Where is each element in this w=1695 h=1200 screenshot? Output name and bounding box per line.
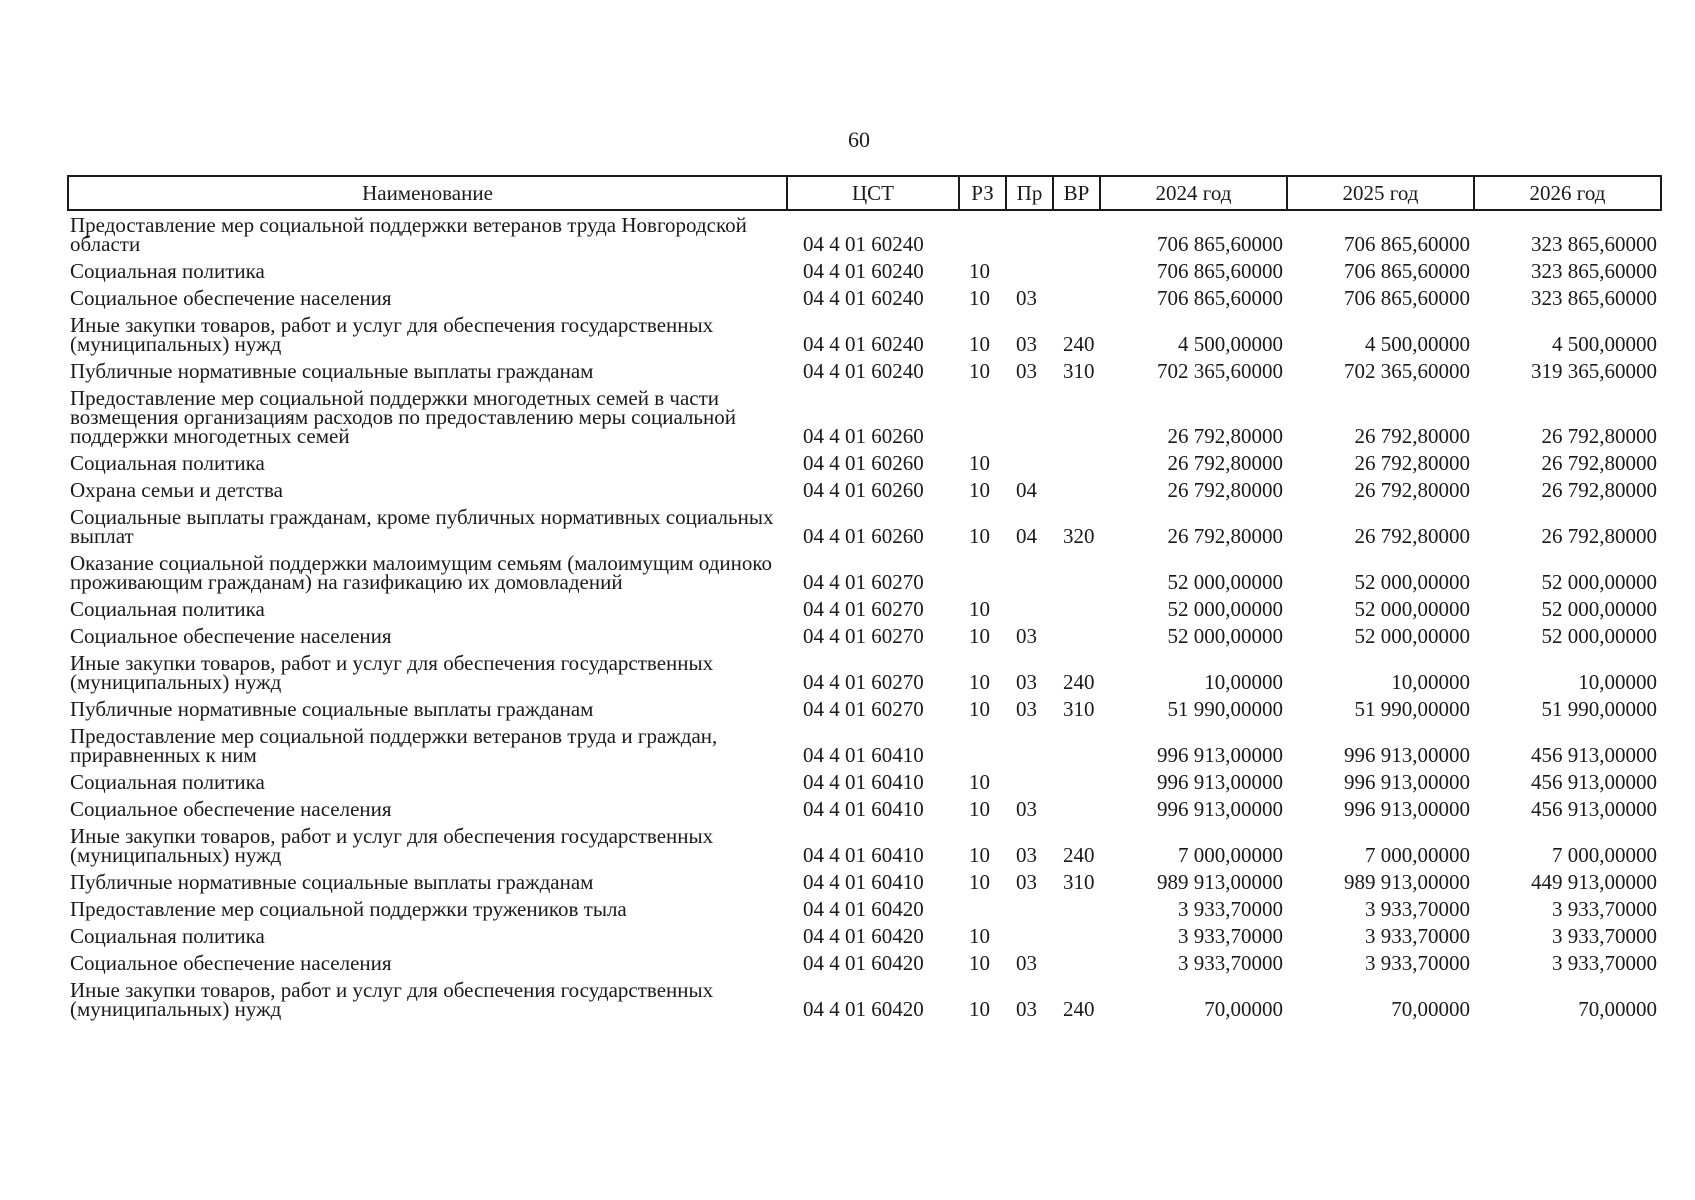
table-row: [68, 649, 1661, 695]
cell-vr: [1053, 622, 1100, 649]
table-row: [68, 922, 1661, 949]
cell-2026: 4 500,00000: [1552, 332, 1657, 356]
cell-pr: [1006, 210, 1053, 257]
cell-2025: 3 933,70000: [1365, 897, 1470, 921]
cell-cst: 04 4 01 60270: [803, 570, 924, 594]
cell-2026: 51 990,00000: [1541, 697, 1657, 721]
cell-2026: 26 792,80000: [1541, 424, 1657, 448]
table-body: [68, 210, 1661, 1022]
cell-cst: 04 4 01 60410: [803, 797, 924, 821]
cell-2025: 70,00000: [1391, 997, 1470, 1021]
cell-2024: 996 913,00000: [1157, 743, 1283, 767]
cell-name: Предоставление мер социальной поддержки ветеранов труда и граждан, приравненных к ним: [70, 724, 718, 767]
cell-pr: 03: [1016, 951, 1037, 975]
cell-cst: 04 4 01 60420: [803, 951, 924, 975]
cell-rz: 10: [969, 332, 990, 356]
table-row: [68, 868, 1661, 895]
header-2024: 2024 год: [1100, 176, 1287, 210]
cell-rz: 10: [969, 624, 990, 648]
cell-rz: 10: [969, 286, 990, 310]
cell-2024: 51 990,00000: [1167, 697, 1283, 721]
cell-2025: 26 792,80000: [1354, 478, 1470, 502]
cell-2025: 996 913,00000: [1344, 743, 1470, 767]
header-name: Наименование: [68, 176, 787, 210]
header-rz: РЗ: [959, 176, 1006, 210]
page-number: 60: [848, 127, 870, 152]
cell-rz: 10: [969, 997, 990, 1021]
cell-pr: 03: [1016, 997, 1037, 1021]
cell-vr: [1053, 795, 1100, 822]
cell-name: Предоставление мер социальной поддержки ветеранов труда Новгородской области: [70, 213, 747, 256]
cell-rz: 10: [969, 259, 990, 283]
table-header: [68, 176, 1661, 210]
cell-cst: 04 4 01 60270: [803, 697, 924, 721]
cell-rz: 10: [969, 697, 990, 721]
cell-2026: 10,00000: [1578, 670, 1657, 694]
cell-cst: 04 4 01 60260: [803, 424, 924, 448]
cell-rz: [959, 895, 1006, 922]
cell-2024: 52 000,00000: [1167, 624, 1283, 648]
table-row: [68, 895, 1661, 922]
cell-rz: [959, 549, 1006, 595]
cell-2024: 26 792,80000: [1167, 524, 1283, 548]
cell-pr: 03: [1016, 797, 1037, 821]
cell-pr: 03: [1016, 697, 1037, 721]
cell-vr: 240: [1063, 332, 1095, 356]
cell-rz: [959, 384, 1006, 449]
cell-2024: 70,00000: [1204, 997, 1283, 1021]
cell-2026: 323 865,60000: [1531, 259, 1657, 283]
cell-2026: 3 933,70000: [1552, 924, 1657, 948]
cell-name: Иные закупки товаров, работ и услуг для обеспечения государственных (муниципальных) нужд: [70, 824, 714, 867]
cell-vr: [1053, 949, 1100, 976]
cell-name: Оказание социальной поддержки малоимущим семьям (малоимущим одиноко проживающим гражданам) на газификацию их домовладений: [70, 551, 773, 594]
cell-pr: [1006, 895, 1053, 922]
table-row: [68, 695, 1661, 722]
cell-pr: 03: [1016, 843, 1037, 867]
cell-2026: 52 000,00000: [1541, 570, 1657, 594]
cell-2026: 456 913,00000: [1531, 743, 1657, 767]
header-2025: 2025 год: [1287, 176, 1474, 210]
table-row: [68, 795, 1661, 822]
cell-vr: [1053, 449, 1100, 476]
cell-2025: 702 365,60000: [1344, 359, 1470, 383]
table-row: [68, 595, 1661, 622]
table-row: [68, 357, 1661, 384]
cell-cst: 04 4 01 60260: [803, 451, 924, 475]
cell-cst: 04 4 01 60270: [803, 670, 924, 694]
cell-2026: 456 913,00000: [1531, 770, 1657, 794]
cell-2025: 26 792,80000: [1354, 424, 1470, 448]
cell-vr: [1053, 895, 1100, 922]
cell-vr: [1053, 722, 1100, 768]
cell-cst: 04 4 01 60420: [803, 897, 924, 921]
cell-vr: [1053, 922, 1100, 949]
cell-2025: 51 990,00000: [1354, 697, 1470, 721]
cell-name: Охрана семьи и детства: [70, 478, 283, 502]
cell-rz: 10: [969, 478, 990, 502]
cell-name: Социальная политика: [70, 597, 265, 621]
cell-2026: 3 933,70000: [1552, 897, 1657, 921]
cell-2024: 52 000,00000: [1167, 570, 1283, 594]
cell-2024: 4 500,00000: [1178, 332, 1283, 356]
cell-2026: 52 000,00000: [1541, 597, 1657, 621]
header-row: [68, 176, 1661, 210]
cell-2024: 26 792,80000: [1167, 424, 1283, 448]
cell-cst: 04 4 01 60420: [803, 997, 924, 1021]
cell-2025: 706 865,60000: [1344, 286, 1470, 310]
cell-vr: 310: [1063, 697, 1095, 721]
cell-rz: 10: [969, 770, 990, 794]
cell-name: Предоставление мер социальной поддержки многодетных семей в части возмещения организациям расходов по предоставлению меры социальной поддержки многодетных семей: [70, 386, 736, 448]
cell-cst: 04 4 01 60410: [803, 770, 924, 794]
cell-vr: 320: [1063, 524, 1095, 548]
cell-rz: [959, 210, 1006, 257]
cell-2025: 989 913,00000: [1344, 870, 1470, 894]
cell-2024: 706 865,60000: [1157, 259, 1283, 283]
cell-cst: 04 4 01 60240: [803, 332, 924, 356]
cell-2026: 26 792,80000: [1541, 451, 1657, 475]
cell-pr: 03: [1016, 870, 1037, 894]
cell-rz: 10: [969, 870, 990, 894]
budget-table: [67, 175, 1662, 1022]
table-row: [68, 976, 1661, 1022]
table-row: [68, 622, 1661, 649]
cell-pr: 03: [1016, 624, 1037, 648]
cell-rz: 10: [969, 670, 990, 694]
cell-vr: [1053, 549, 1100, 595]
cell-rz: 10: [969, 524, 990, 548]
cell-2024: 3 933,70000: [1178, 924, 1283, 948]
cell-2024: 996 913,00000: [1157, 797, 1283, 821]
cell-2026: 70,00000: [1578, 997, 1657, 1021]
cell-cst: 04 4 01 60410: [803, 743, 924, 767]
cell-vr: 240: [1063, 843, 1095, 867]
cell-rz: 10: [969, 924, 990, 948]
cell-2026: 52 000,00000: [1541, 624, 1657, 648]
cell-2024: 989 913,00000: [1157, 870, 1283, 894]
table-row: [68, 210, 1661, 257]
cell-pr: 03: [1016, 670, 1037, 694]
cell-vr: [1053, 284, 1100, 311]
cell-2025: 4 500,00000: [1365, 332, 1470, 356]
cell-2024: 52 000,00000: [1167, 597, 1283, 621]
cell-rz: 10: [969, 797, 990, 821]
cell-2024: 706 865,60000: [1157, 232, 1283, 256]
cell-name: Публичные нормативные социальные выплаты гражданам: [70, 870, 594, 894]
cell-name: Социальные выплаты гражданам, кроме публичных нормативных социальных выплат: [70, 505, 774, 548]
cell-2025: 706 865,60000: [1344, 259, 1470, 283]
cell-name: Социальная политика: [70, 770, 265, 794]
cell-cst: 04 4 01 60260: [803, 478, 924, 502]
cell-2026: 323 865,60000: [1531, 286, 1657, 310]
header-2026: 2026 год: [1474, 176, 1661, 210]
cell-cst: 04 4 01 60270: [803, 624, 924, 648]
cell-vr: 310: [1063, 870, 1095, 894]
cell-2025: 3 933,70000: [1365, 951, 1470, 975]
cell-name: Социальная политика: [70, 451, 265, 475]
table-row: [68, 311, 1661, 357]
header-cst: ЦСТ: [787, 176, 959, 210]
cell-cst: 04 4 01 60270: [803, 597, 924, 621]
cell-2026: 323 865,60000: [1531, 232, 1657, 256]
cell-vr: 310: [1063, 359, 1095, 383]
cell-pr: [1006, 384, 1053, 449]
cell-2025: 26 792,80000: [1354, 451, 1470, 475]
cell-vr: [1053, 257, 1100, 284]
cell-pr: 03: [1016, 286, 1037, 310]
cell-name: Социальная политика: [70, 259, 265, 283]
cell-cst: 04 4 01 60260: [803, 524, 924, 548]
cell-2026: 26 792,80000: [1541, 524, 1657, 548]
cell-2024: 996 913,00000: [1157, 770, 1283, 794]
cell-cst: 04 4 01 60240: [803, 286, 924, 310]
table-row: [68, 822, 1661, 868]
table-row: [68, 449, 1661, 476]
cell-2024: 706 865,60000: [1157, 286, 1283, 310]
cell-name: Социальная политика: [70, 924, 265, 948]
cell-name: Публичные нормативные социальные выплаты гражданам: [70, 697, 594, 721]
table-row: [68, 503, 1661, 549]
cell-2025: 52 000,00000: [1354, 597, 1470, 621]
cell-cst: 04 4 01 60410: [803, 870, 924, 894]
cell-name: Социальное обеспечение населения: [70, 951, 392, 975]
cell-name: Иные закупки товаров, работ и услуг для обеспечения государственных (муниципальных) нужд: [70, 313, 714, 356]
cell-name: Публичные нормативные социальные выплаты гражданам: [70, 359, 594, 383]
cell-rz: 10: [969, 951, 990, 975]
table-row: [68, 384, 1661, 449]
table-row: [68, 284, 1661, 311]
cell-rz: 10: [969, 597, 990, 621]
cell-2024: 26 792,80000: [1167, 478, 1283, 502]
cell-2025: 3 933,70000: [1365, 924, 1470, 948]
cell-2024: 26 792,80000: [1167, 451, 1283, 475]
cell-2025: 996 913,00000: [1344, 770, 1470, 794]
cell-cst: 04 4 01 60240: [803, 232, 924, 256]
cell-2025: 52 000,00000: [1354, 624, 1470, 648]
cell-pr: 03: [1016, 359, 1037, 383]
cell-cst: 04 4 01 60410: [803, 843, 924, 867]
cell-rz: [959, 722, 1006, 768]
cell-pr: [1006, 722, 1053, 768]
cell-2024: 3 933,70000: [1178, 951, 1283, 975]
cell-cst: 04 4 01 60240: [803, 259, 924, 283]
header-pr: Пр: [1006, 176, 1053, 210]
cell-2025: 996 913,00000: [1344, 797, 1470, 821]
cell-2024: 702 365,60000: [1157, 359, 1283, 383]
table-row: [68, 722, 1661, 768]
cell-vr: [1053, 210, 1100, 257]
cell-pr: 04: [1016, 524, 1037, 548]
cell-vr: [1053, 384, 1100, 449]
cell-vr: [1053, 476, 1100, 503]
cell-vr: 240: [1063, 670, 1095, 694]
table-row: [68, 549, 1661, 595]
cell-2024: 3 933,70000: [1178, 897, 1283, 921]
cell-cst: 04 4 01 60240: [803, 359, 924, 383]
cell-pr: [1006, 257, 1053, 284]
cell-vr: [1053, 595, 1100, 622]
cell-2026: 319 365,60000: [1531, 359, 1657, 383]
cell-rz: 10: [969, 843, 990, 867]
cell-name: Социальное обеспечение населения: [70, 624, 392, 648]
cell-name: Социальное обеспечение населения: [70, 797, 392, 821]
cell-2025: 52 000,00000: [1354, 570, 1470, 594]
cell-name: Предоставление мер социальной поддержки тружеников тыла: [70, 897, 627, 921]
cell-2026: 7 000,00000: [1552, 843, 1657, 867]
table-row: [68, 257, 1661, 284]
cell-vr: [1053, 768, 1100, 795]
cell-pr: [1006, 449, 1053, 476]
cell-2026: 3 933,70000: [1552, 951, 1657, 975]
cell-vr: 240: [1063, 997, 1095, 1021]
cell-pr: 03: [1016, 332, 1037, 356]
cell-2026: 449 913,00000: [1531, 870, 1657, 894]
cell-2025: 26 792,80000: [1354, 524, 1470, 548]
cell-pr: [1006, 768, 1053, 795]
table-row: [68, 949, 1661, 976]
cell-rz: 10: [969, 451, 990, 475]
cell-pr: [1006, 922, 1053, 949]
cell-rz: 10: [969, 359, 990, 383]
cell-2026: 456 913,00000: [1531, 797, 1657, 821]
cell-2025: 706 865,60000: [1344, 232, 1470, 256]
cell-cst: 04 4 01 60420: [803, 924, 924, 948]
table-row: [68, 476, 1661, 503]
table-row: [68, 768, 1661, 795]
cell-name: Социальное обеспечение населения: [70, 286, 392, 310]
cell-name: Иные закупки товаров, работ и услуг для обеспечения государственных (муниципальных) нужд: [70, 978, 714, 1021]
cell-2026: 26 792,80000: [1541, 478, 1657, 502]
cell-pr: [1006, 549, 1053, 595]
cell-2024: 7 000,00000: [1178, 843, 1283, 867]
cell-2025: 7 000,00000: [1365, 843, 1470, 867]
cell-pr: [1006, 595, 1053, 622]
cell-2025: 10,00000: [1391, 670, 1470, 694]
cell-2024: 10,00000: [1204, 670, 1283, 694]
header-vr: ВР: [1053, 176, 1100, 210]
cell-pr: 04: [1016, 478, 1037, 502]
cell-name: Иные закупки товаров, работ и услуг для обеспечения государственных (муниципальных) нужд: [70, 651, 714, 694]
